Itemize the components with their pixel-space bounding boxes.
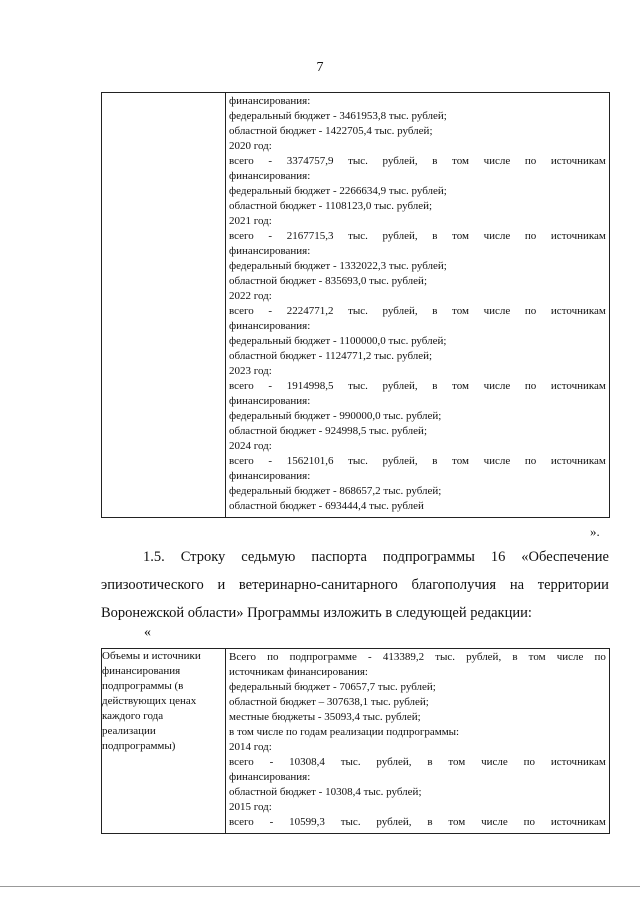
text-line: каждого года bbox=[102, 710, 164, 722]
text-line: в том числе по годам реализации подпрограммы: bbox=[229, 726, 460, 738]
text-line: подпрограммы (в bbox=[102, 680, 184, 692]
subprogram-financing-table bbox=[101, 648, 610, 834]
text-line: финансирования bbox=[102, 665, 181, 677]
subprogram-lines bbox=[226, 649, 609, 833]
text-line: федеральный бюджет - 868657,2 тыс. рублей; bbox=[229, 485, 442, 497]
paragraph-line: Воронежской области» Программы изложить в следующей редакции: bbox=[101, 605, 532, 621]
text-line: всего - 10308,4 тыс. рублей, в том числе по источникам bbox=[229, 756, 606, 768]
closing-quote: ». bbox=[590, 524, 600, 539]
text-line: областной бюджет - 1124771,2 тыс. рублей; bbox=[229, 350, 433, 362]
text-line: подпрограммы) bbox=[102, 740, 176, 752]
text-line: всего - 1914998,5 тыс. рублей, в том числе по источникам bbox=[229, 380, 606, 392]
text-line: финансирования: bbox=[229, 771, 311, 783]
financing-lines bbox=[226, 93, 609, 517]
footer-rule bbox=[0, 886, 640, 887]
text-line: областной бюджет – 307638,1 тыс. рублей; bbox=[229, 696, 429, 708]
text-line: областной бюджет - 1108123,0 тыс. рублей; bbox=[229, 200, 433, 212]
text-line: всего - 2167715,3 тыс. рублей, в том числе по источникам bbox=[229, 230, 606, 242]
subprogram-details-cell bbox=[226, 649, 610, 834]
financing-table-continued bbox=[101, 92, 610, 518]
page-number: 7 bbox=[316, 60, 324, 75]
text-line: 2022 год: bbox=[229, 290, 272, 302]
text-line: финансирования: bbox=[229, 395, 311, 407]
text-line: областной бюджет - 924998,5 тыс. рублей; bbox=[229, 425, 427, 437]
text-line: источникам финансирования: bbox=[229, 666, 368, 678]
text-line: финансирования: bbox=[229, 170, 311, 182]
text-line: реализации bbox=[102, 725, 156, 737]
text-line: 2015 год: bbox=[229, 801, 272, 813]
text-line: финансирования: bbox=[229, 320, 311, 332]
text-line: федеральный бюджет - 3461953,8 тыс. рублей; bbox=[229, 110, 447, 122]
paragraph-line: эпизоотического и ветеринарно-санитарного благополучия на территории bbox=[101, 577, 609, 593]
empty-left-cell bbox=[102, 93, 226, 518]
text-line: Всего по подпрограмме - 413389,2 тыс. рублей, в том числе по bbox=[229, 651, 606, 663]
text-line: федеральный бюджет - 1100000,0 тыс. рублей; bbox=[229, 335, 447, 347]
text-line: местные бюджеты - 35093,4 тыс. рублей; bbox=[229, 711, 421, 723]
text-line: 2021 год: bbox=[229, 215, 272, 227]
text-line: всего - 2224771,2 тыс. рублей, в том числе по источникам bbox=[229, 305, 606, 317]
text-line: действующих ценах bbox=[102, 695, 197, 707]
text-line: областной бюджет - 1422705,4 тыс. рублей; bbox=[229, 125, 433, 137]
text-line: 2014 год: bbox=[229, 741, 272, 753]
text-line: 2020 год: bbox=[229, 140, 272, 152]
text-line: областной бюджет - 835693,0 тыс. рублей; bbox=[229, 275, 427, 287]
text-line: всего - 3374757,9 тыс. рублей, в том числе по источникам bbox=[229, 155, 606, 167]
text-line: федеральный бюджет - 70657,7 тыс. рублей; bbox=[229, 681, 436, 693]
text-line: всего - 10599,3 тыс. рублей, в том числе по источникам bbox=[229, 816, 606, 828]
text-line: федеральный бюджет - 2266634,9 тыс. рублей; bbox=[229, 185, 447, 197]
text-line: финансирования: bbox=[229, 470, 311, 482]
text-line: областной бюджет - 693444,4 тыс. рублей bbox=[229, 500, 424, 512]
opening-quote: « bbox=[144, 625, 151, 640]
text-line: федеральный бюджет - 990000,0 тыс. рублей; bbox=[229, 410, 442, 422]
text-line: областной бюджет - 10308,4 тыс. рублей; bbox=[229, 786, 422, 798]
text-line: финансирования: bbox=[229, 245, 311, 257]
text-line: всего - 1562101,6 тыс. рублей, в том числе по источникам bbox=[229, 455, 606, 467]
financing-details-cell bbox=[226, 93, 610, 518]
amendment-paragraph bbox=[101, 543, 609, 627]
text-line: 2024 год: bbox=[229, 440, 272, 452]
text-line: 2023 год: bbox=[229, 365, 272, 377]
row-label-lines bbox=[102, 649, 225, 754]
text-line: федеральный бюджет - 1332022,3 тыс. рублей; bbox=[229, 260, 447, 272]
text-line: Объемы и источники bbox=[102, 650, 201, 662]
text-line: финансирования: bbox=[229, 95, 311, 107]
paragraph-line: 1.5. Строку седьмую паспорта подпрограммы 16 «Обеспечение bbox=[143, 549, 609, 565]
row-label-cell bbox=[102, 649, 226, 834]
